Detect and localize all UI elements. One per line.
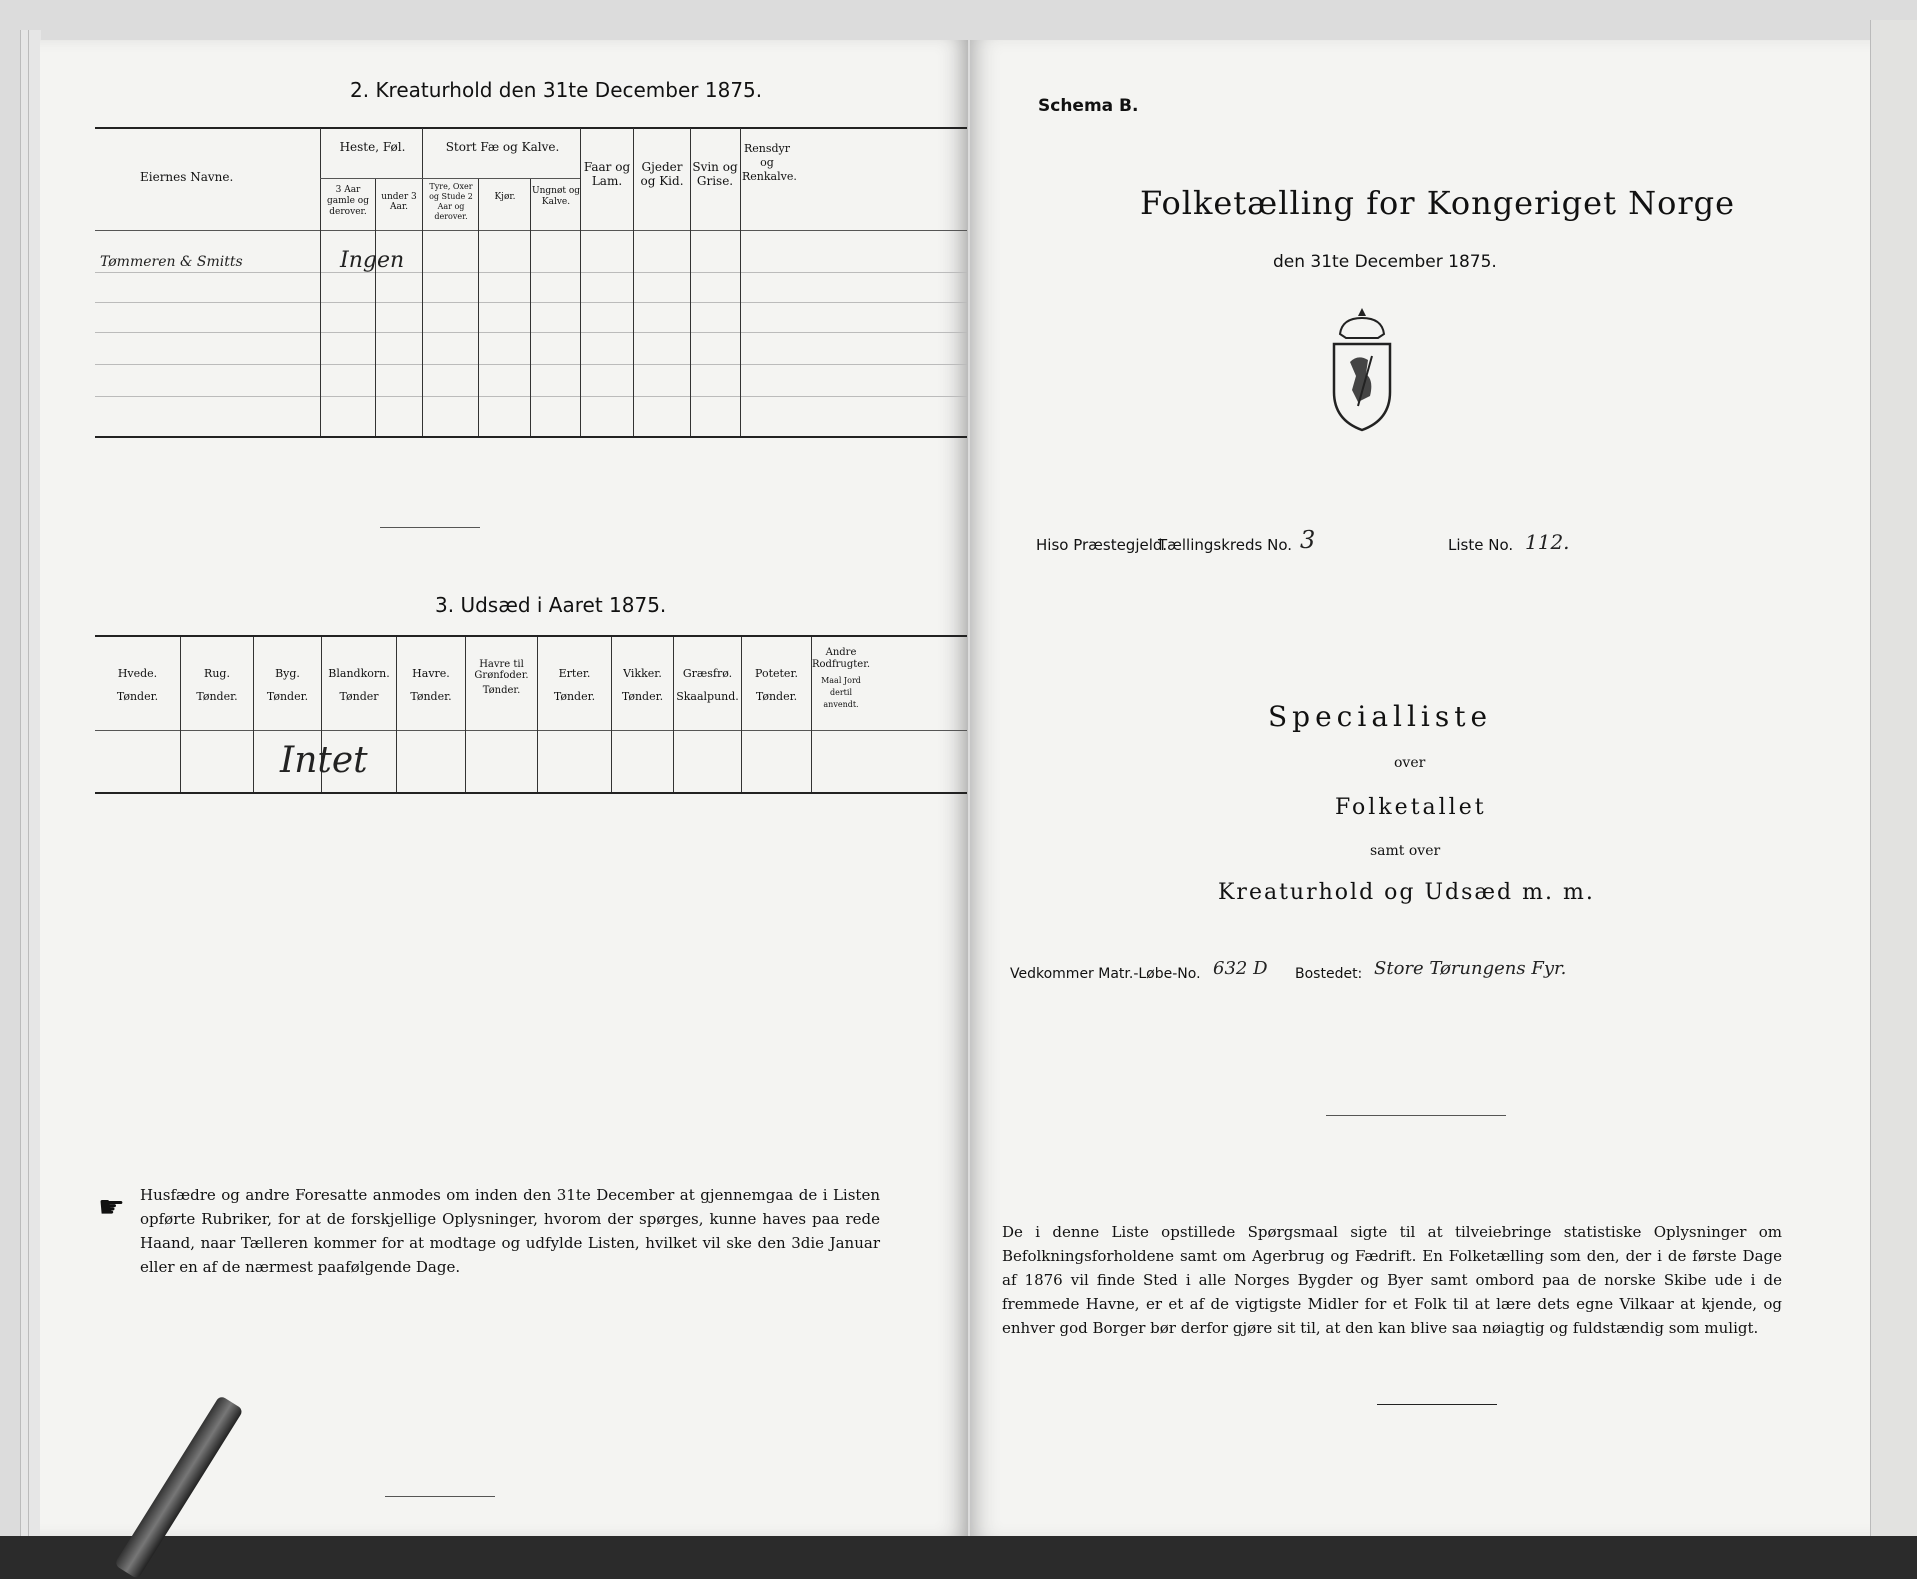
pointing-hand-icon: ☛ — [98, 1190, 125, 1225]
header-horses-3yr: 3 Aar gamle og derover. — [327, 185, 369, 217]
header-horses-under3: under 3 Aar. — [381, 192, 417, 212]
parish-label: Hiso Præstegjeld. — [1036, 536, 1168, 554]
kreaturhold-heading: Kreaturhold og Udsæd m. m. — [1218, 880, 1595, 905]
right-page — [970, 40, 1870, 1536]
seed-header-4: Havre. Tønder. — [410, 667, 452, 703]
table-bottom-rule — [95, 436, 967, 438]
header-goats: Gjeder og Kid. — [640, 160, 684, 188]
seed-header-6: Erter. Tønder. — [553, 667, 596, 703]
matr-label: Vedkommer Matr.-Løbe-No. — [1010, 966, 1201, 982]
district-label: Tællingskreds No. — [1158, 536, 1292, 554]
header-cattle-bulls: Tyre, Oxer og Stude 2 Aar og derover. — [429, 182, 473, 221]
section3-title: 3. Udsæd i Aaret 1875. — [435, 593, 667, 617]
folketallet-heading: Folketallet — [1335, 795, 1487, 820]
seed-header-0: Hvede. Tønder. — [116, 667, 159, 703]
owner-name-handwritten: Tømmeren & Smitts — [100, 254, 243, 270]
seed-header-7: Vikker. Tønder. — [621, 667, 664, 703]
list-label: Liste No. — [1448, 536, 1514, 554]
divider — [380, 527, 480, 528]
seed-header-1: Rug. Tønder. — [196, 667, 238, 703]
specialliste-heading: Specialliste — [1268, 700, 1493, 733]
over-text-1: over — [1394, 755, 1426, 771]
left-page — [40, 40, 968, 1536]
seed-header-2: Byg. Tønder. — [266, 667, 309, 703]
header-cattle: Stort Fæ og Kalve. — [445, 140, 560, 154]
table-header-rule — [95, 230, 967, 231]
district-number: 3 — [1300, 526, 1316, 554]
seed-header-9: Poteter. Tønder. — [755, 667, 798, 703]
header-horses: Heste, Føl. — [339, 140, 406, 154]
samt-over-text: samt over — [1370, 843, 1441, 859]
header-sheep: Faar og Lam. — [583, 160, 631, 188]
section2-title: 2. Kreaturhold den 31te December 1875. — [350, 78, 763, 102]
matr-number: 632 D — [1213, 958, 1268, 979]
page-edge-right — [1870, 20, 1917, 1536]
main-title: Folketælling for Kongeriget Norge — [1140, 184, 1736, 222]
bosted-value: Store Tørungens Fyr. — [1374, 958, 1567, 979]
seed-header-10: Andre Rodfrugter. Maal Jord dertil anvendt. — [812, 647, 871, 709]
purpose-paragraph: De i denne Liste opstillede Spørgsmaal sigte til at tilveiebringe statistiske Oplysninger om Befolkningsforholdene samt om Agerbrug og Fædrift. En Folketælling som den, der i de første Dage af 1876 vil finde Sted i alle Norges Bygder og Byer samt ombord paa de norske Skibe ude i de fremmede Havne, er et af de vigtigste Midler for et Folk til at lære dets egne Vilkaar at kjende, og enhver god Borger bør derfor gjøre sit til, at den kan blive saa nøiagtig og fuldstændig som muligt. — [1002, 1223, 1782, 1337]
list-number: 112. — [1525, 530, 1570, 554]
seed-header-5: Havre til Grønfoder. Tønder. — [474, 659, 529, 696]
header-cattle-young: Ungnøt og Kalve. — [532, 186, 581, 207]
seed-header-row — [95, 637, 967, 729]
header-pigs: Svin og Grise. — [692, 160, 738, 188]
census-date: den 31te December 1875. — [1273, 252, 1497, 272]
seed-entry-handwritten: Intet — [280, 740, 368, 781]
schema-label: Schema B. — [1038, 96, 1139, 116]
header-reindeer: Rensdyr og Renkalve. — [742, 142, 797, 183]
coat-of-arms-emblem — [1322, 304, 1402, 434]
bosted-label: Bostedet: — [1295, 966, 1363, 982]
seed-header-3: Blandkorn. Tønder — [328, 667, 390, 703]
table-top-rule — [95, 127, 967, 129]
instruction-notice: Husfædre og andre Foresatte anmodes om inden den 31te December at gjennemgaa de i Listen opførte Rubriker, for at de forskjellige Oplysninger, hvorom der spørges, kunne haves paa rede Haand, naar Tælleren kommer for at modtage og udfylde Listen, hvilket vil ske den 3die Januar eller en af de nærmest paafølgende Dage. — [140, 1186, 880, 1276]
horses-entry-handwritten: Ingen — [340, 248, 405, 273]
header-owner: Eiernes Navne. — [140, 170, 234, 184]
seed-header-8: Græsfrø. Skaalpund. — [676, 667, 739, 703]
header-cattle-cows: Kjør. — [494, 192, 516, 202]
